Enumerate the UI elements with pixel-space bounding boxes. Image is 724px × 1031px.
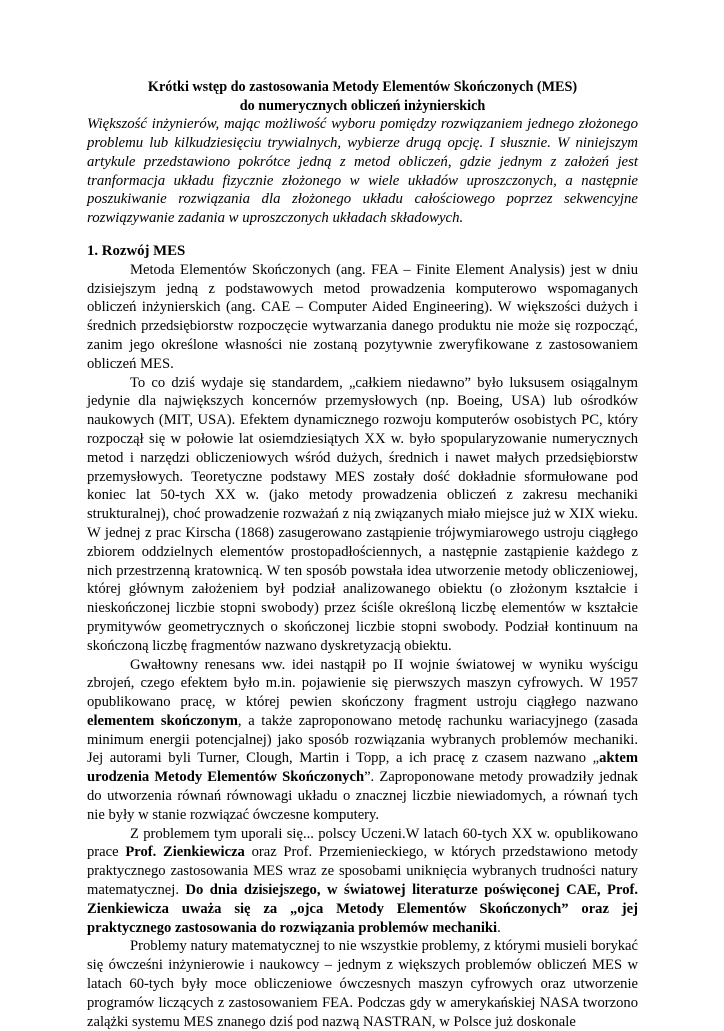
section-heading: 1. Rozwój MES	[87, 242, 186, 259]
abstract-paragraph: Większość inżynierów, mając możliwość wyboru pomiędzy rozwiązaniem jednego złożonego problemu lub kilkudziesięciu trywialnych, wybierze drugą opcję. I słusznie. W niniejszym artykule przedstawiono pokrótce jedną z metod obliczeń, gdzie jednym z założeń jest tranformacja układu fizycznie złożonego w wiele układów uproszczonych, a następnie poszukiwanie rozwiązania dla złożonego układu całościowego poprzez sekwencyjne rozwiązywanie zadania w uproszczonych układach składowych.	[87, 116, 638, 227]
title-line-2: do numerycznych obliczeń inżynierskich	[239, 97, 486, 114]
paragraph-3	[87, 656, 638, 825]
title-line-1: Krótki wstęp do zastosowania Metody Elementów Skończonych (MES)	[147, 79, 578, 95]
document-body	[87, 78, 638, 1031]
paragraph-5: Problemy natury matematycznej to nie wszystkie problemy, z którymi musieli borykać się ówcześni inżynierowie i naukowcy – jednym z większych problemów obliczeń MES w latach 60-tych były moce obliczeniowe ówczesnych maszyn cyfrowych oraz utworzenie programów liczących z zastosowaniem FEA. Podczas gdy w amerykańskiej NASA tworzono zalążki systemu MES znanego dziś pod nazwą NASTRAN, w Polsce już doskonale	[87, 938, 638, 1030]
paragraph-1: Metoda Elementów Skończonych (ang. FEA – Finite Element Analysis) jest w dniu dzisiejszym jedną z podstawowych metod prowadzenia komputerowo wspomaganych obliczeń inżynierskich (ang. CAE – Computer Aided Engineering). W większości dużych i średnich przedsiębiorstw rozpoczęcie wytwarzania danego produktu nie może się rozpocząć, zanim jego określone własności nie zostaną pozytywnie zweryfikowane z zastosowaniem obliczeń MES.	[87, 261, 638, 372]
paragraph-4-bold-statement: Do dnia dzisiejszego, w światowej literaturze poświęconej CAE, Prof. Zienkiewicza uważa się za „ojca Metody Elementów Skończonych” oraz jej praktycznego zastosowania do rozwiązania problemów mechaniki	[87, 882, 638, 936]
paragraph-3-part-c: , a także zaproponowano metodę rachunku wariacyjnego (zasada minimum energii potencjalnej) jako sposób rozwiązania wybranych problemów mechaniki. Jej autorami byli Turner, Clough, Martin i Topp, a ich pracę z czasem nazwano „	[87, 712, 639, 767]
paragraph-4-bold-name: Prof. Zienkiewicza	[125, 844, 245, 861]
paragraph-3-part-e: ”. Zaproponowane metody prowadziły jednak do utworzenia równań równowagi układu o znacznej liczbie niewiadomych, a równań tych nie były w stanie rozwiązać ówczesne komputery.	[87, 769, 638, 823]
paragraph-4-part-c: oraz Prof. Przemienieckiego, w których przedstawiono metody praktycznego zastosowania MES wraz ze sposobami uniknięcia wybranych trudności natury matematycznej.	[87, 844, 638, 899]
paragraph-4	[87, 825, 638, 938]
paragraph-2: To co dziś wydaje się standardem, „całkiem niedawno” było luksusem osiągalnym jedynie dla największych koncernów przemysłowych (np. Boeing, USA) lub ośrodków naukowych (MIT, USA). Efektem dynamicznego rozwoju komputerów osobistych PC, który rozpoczął się w połowie lat osiemdziesiątych XX w. było spopularyzowanie numerycznych metod i narzędzi obliczeniowych wśród dużych, średnich i nawet małych przedsiębiorstw przemysłowych. Teoretyczne podstawy MES zostały dość dokładnie sformułowane pod koniec lat 50-tych XX w. (jako metody prowadzenia obliczeń z zakresu mechaniki strukturalnej), choć prowadzenie rozważań z nią związanych miało miejsce już w XIX wieku. W jednej z prac Kirscha (1868) zasugerowano zastąpienie trójwymiarowego ustroju ciągłego zbiorem oddzielnych elementów prostopadłościennych, a następnie zastąpienie każdego z nich przestrzenną kratownicą. W ten sposób powstała idea utworzenie metody obliczeniowej, której głównym założeniem był podział analizowanego obiektu (o złożonym kształcie i nieskończonej liczbie stopni swobody) przez ściśle określoną liczbę elementów w kształcie prymitywów geometrycznych o skończonej liczbie stopni swobody. Podział kontinuum na skończoną liczbę fragmentów nazwano dyskretyzacją obiektu.	[87, 374, 638, 654]
paragraph-3-part-a: Gwałtowny renesans ww. idei nastąpił po II wojnie światowej w wyniku wyścigu zbrojeń, czego efektem było m.in. pojawienie się pierwszych maszyn cyfrowych. W 1957 opublikowano pracę, w której pewien skończony fragment ustroju ciągłego nazwano	[87, 656, 638, 711]
paragraph-4-part-e: .	[497, 919, 501, 936]
paragraph-3-bold-term: elementem skończonym	[87, 712, 238, 729]
paragraph-4-part-a: Z problemem tym uporali się... polscy Uczeni.W latach 60-tych XX w. opublikowano prace	[87, 825, 638, 861]
paragraph-3-bold-quote: aktem urodzenia Metody Elementów Skończonych	[87, 750, 638, 786]
document-title	[87, 78, 638, 115]
